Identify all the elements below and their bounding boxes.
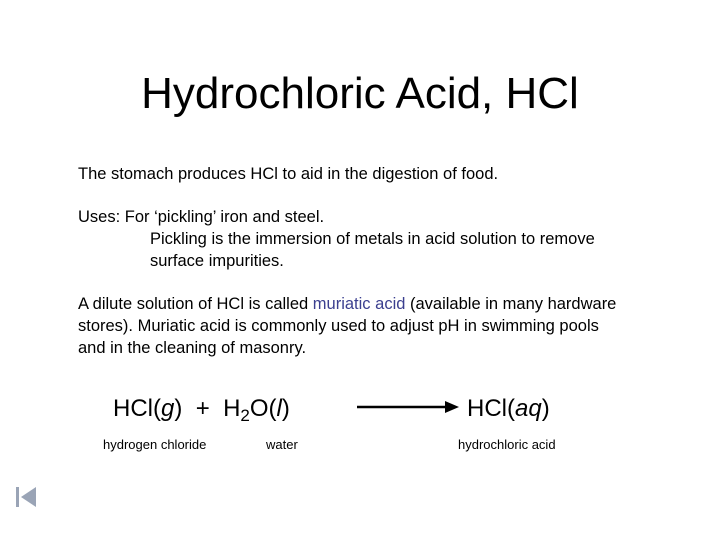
reactant-hcl-formula: HCl(	[113, 395, 161, 422]
muriatic-text-line3: and in the cleaning of masonry.	[78, 339, 307, 357]
reactant-water-subscript: 2	[240, 406, 250, 425]
muriatic-text-line2: stores). Muriatic acid is commonly used to adjust pH in swimming pools	[78, 317, 599, 335]
slide-title: Hydrochloric Acid, HCl	[141, 69, 579, 118]
caption-water: water	[266, 437, 298, 452]
stomach-text: The stomach produces HCl to aid in the digestion of food.	[78, 165, 499, 183]
product-state: aq	[515, 395, 542, 422]
pickling-text-line2: surface impurities.	[150, 252, 284, 270]
reactant-hcl-close: )	[174, 395, 183, 422]
plus-sign: +	[195, 395, 210, 422]
muriatic-text-before: A dilute solution of HCl is called	[78, 295, 313, 313]
reactant-water-o: O(	[249, 395, 277, 422]
muriatic-text-after: (available in many hardware	[405, 295, 617, 313]
nav-first-slide-button[interactable]	[14, 486, 38, 508]
product-formula: HCl(	[467, 395, 515, 422]
equation-reactants	[113, 393, 290, 425]
caption-hydrochloric-acid: hydrochloric acid	[458, 437, 556, 452]
muriatic-text-line1	[78, 293, 616, 315]
reactant-water-h: H	[223, 395, 241, 422]
equation-product	[467, 393, 550, 425]
reaction-arrow-icon	[357, 400, 459, 414]
reactant-water-close: )	[281, 395, 290, 422]
reactant-water-state: l	[276, 395, 282, 422]
uses-text: Uses: For ‘pickling’ iron and steel.	[78, 208, 325, 226]
caption-hydrogen-chloride: hydrogen chloride	[103, 437, 207, 452]
reactant-water	[223, 395, 290, 425]
muriatic-acid-term: muriatic acid	[312, 295, 406, 313]
product-close: )	[541, 395, 550, 422]
reactant-hcl	[113, 395, 182, 422]
pickling-text-line1: Pickling is the immersion of metals in acid solution to remove	[150, 230, 595, 248]
skip-to-start-icon	[14, 486, 38, 508]
reactant-hcl-state: g	[161, 395, 175, 422]
